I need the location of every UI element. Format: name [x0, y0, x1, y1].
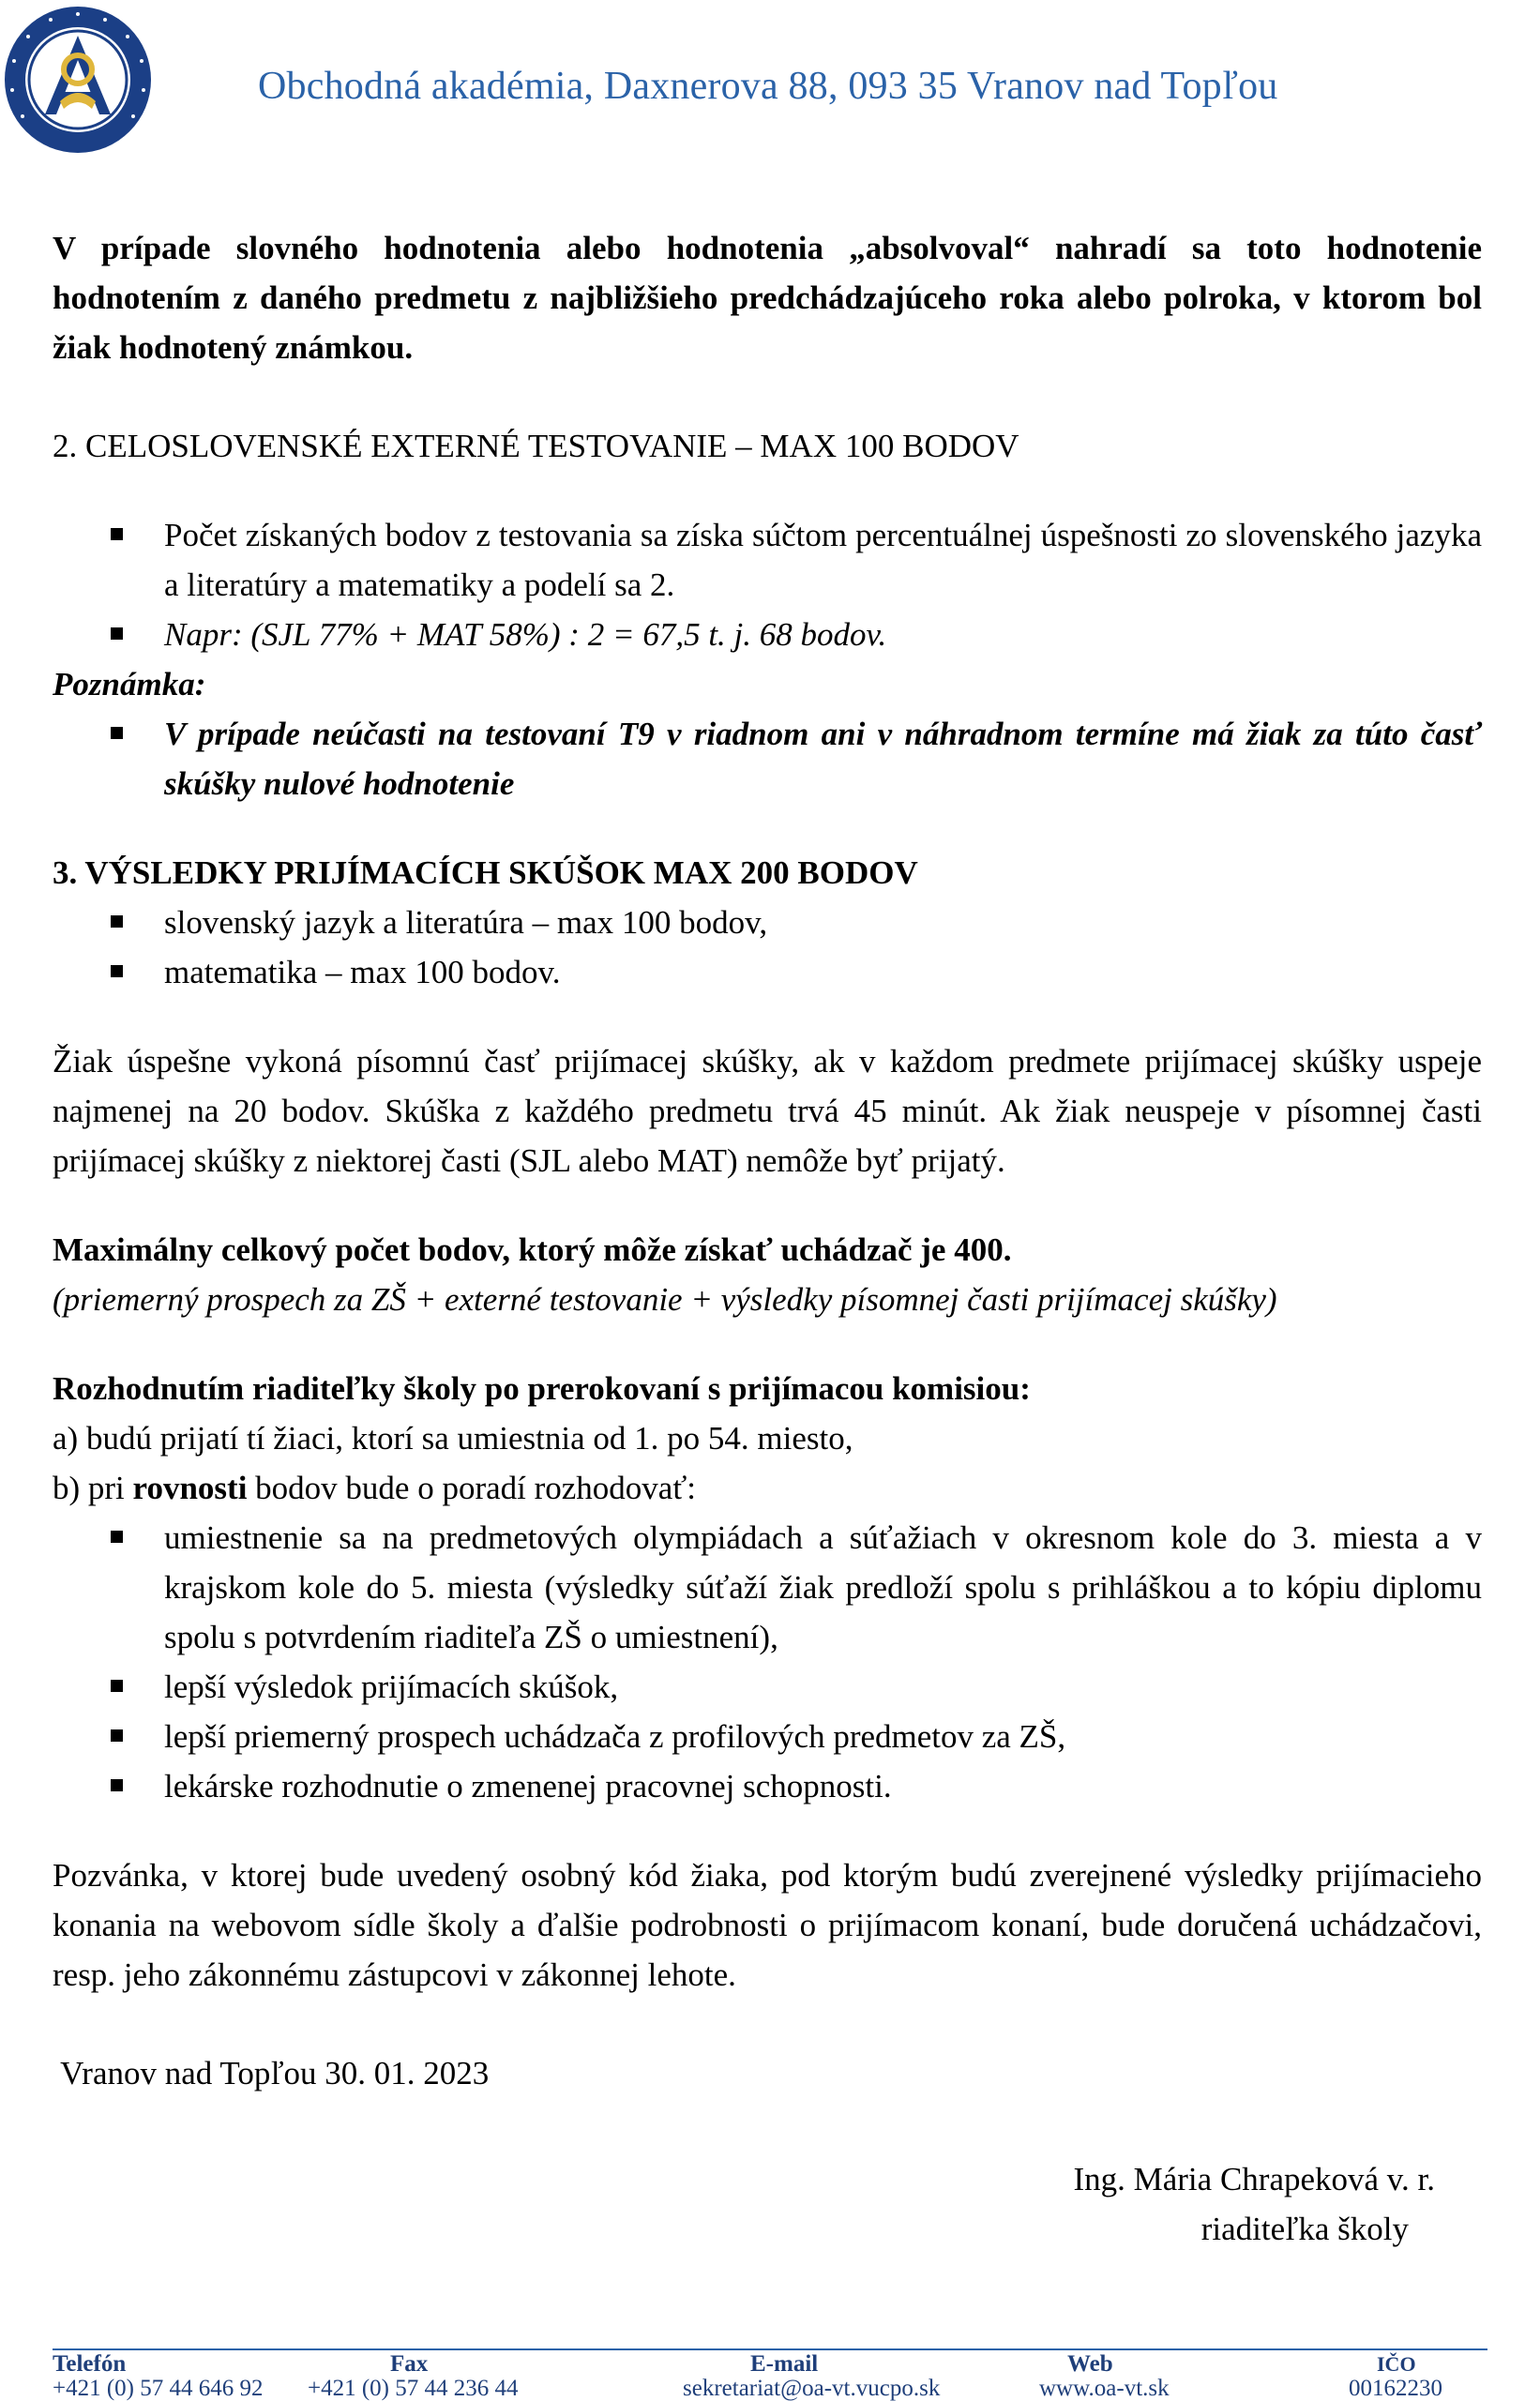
list-item: V prípade neúčasti na testovaní T9 v riadnom ani v náhradnom termíne má žiak za túto časť skúšky nulové hodnotenie — [53, 709, 1482, 808]
footer-phone: Telefón +421 (0) 57 44 646 92 — [53, 2351, 264, 2401]
list-item: umiestnenie sa na predmetových olympiádach a súťažiach v okresnom kole do 3. miesta a v krajskom kole do 5. miesta (výsledky súťaží žiak predloží spolu s prihláškou a to kópiu diplomu spolu s potvrdením riaditeľa ZŠ o umiestnení), — [53, 1513, 1482, 1662]
list-item: Počet získaných bodov z testovania sa získa súčtom percentuálnej úspešnosti zo slovenského jazyka a literatúry a matematiky a podelí sa 2. — [53, 510, 1482, 610]
section-3-heading: 3. VÝSLEDKY PRIJÍMACÍCH SKÚŠOK MAX 200 BODOV — [53, 854, 918, 891]
footer-web: Web www.oa-vt.sk — [1039, 2351, 1170, 2401]
list-item: lekárske rozhodnutie o zmenenej pracovnej schopnosti. — [53, 1761, 1482, 1811]
decision-heading: Rozhodnutím riaditeľky školy po prerokovaní s prijímacou komisiou: — [53, 1370, 1031, 1407]
signature-role: riaditeľka školy — [1200, 2211, 1409, 2247]
invitation-paragraph: Pozvánka, v ktorej bude uvedený osobný kód žiaka, pod ktorým budú zverejnené výsledky prijímacieho konania na webovom sídle školy a ďalšie podrobnosti o prijímacom konaní, bude doručená uchádzačovi, resp. jeho zákonnému zástupcovi v zákonnej lehote. — [53, 1857, 1482, 1993]
list-item: slovenský jazyk a literatúra – max 100 bodov, — [53, 898, 1482, 947]
school-logo-emblem — [2, 4, 154, 156]
list-item: matematika – max 100 bodov. — [53, 947, 1482, 997]
footer-contacts — [53, 2352, 1487, 2399]
square-bullet-icon — [111, 727, 123, 739]
list-item: Napr: (SJL 77% + MAT 58%) : 2 = 67,5 t. j. 68 bodov. — [53, 610, 1482, 659]
list-item: lepší výsledok prijímacích skúšok, — [53, 1662, 1482, 1712]
square-bullet-icon — [111, 627, 123, 640]
note-label: Poznámka: — [53, 666, 206, 702]
note-bullets — [53, 709, 1482, 808]
square-bullet-icon — [111, 1779, 123, 1791]
decision-item-a: a) budú prijatí tí žiaci, ktorí sa umiestnia od 1. po 54. miesto, — [53, 1420, 853, 1457]
section-3-bullets — [53, 898, 1482, 997]
footer-divider — [53, 2348, 1487, 2350]
intro-paragraph: V prípade slovného hodnotenia alebo hodnotenia „absolvoval“ nahradí sa toto hodnotenie hodnotením z daného predmetu z najbližšieho predchádzajúceho roka alebo polroka, v ktorom bol žiak hodnotený známkou. — [53, 230, 1482, 366]
written-part-paragraph: Žiak úspešne vykoná písomnú časť prijímacej skúšky, ak v každom predmete prijímacej skúšky uspeje najmenej na 20 bodov. Skúška z každého predmetu trvá 45 minút. Ak žiak neuspeje v písomnej časti prijímacej skúšky z niektorej časti (SJL alebo MAT) nemôže byť prijatý. — [53, 1043, 1482, 1179]
section-2-heading: 2. CELOSLOVENSKÉ EXTERNÉ TESTOVANIE – MAX 100 BODOV — [53, 428, 1019, 464]
footer-fax: Fax +421 (0) 57 44 236 44 — [308, 2351, 519, 2401]
document-body — [53, 223, 1482, 2254]
square-bullet-icon — [111, 1680, 123, 1692]
section-2-bullets — [53, 510, 1482, 659]
email-link[interactable]: sekretariat@oa-vt.vucpo.sk — [683, 2376, 941, 2401]
square-bullet-icon — [111, 528, 123, 540]
footer-email: E-mail sekretariat@oa-vt.vucpo.sk — [683, 2351, 941, 2401]
square-bullet-icon — [111, 1531, 123, 1543]
square-bullet-icon — [111, 915, 123, 928]
footer-ico: IČO 00162230 — [1349, 2352, 1442, 2401]
max-total-points: Maximálny celkový počet bodov, ktorý môže získať uchádzač je 400. — [53, 1231, 1012, 1268]
signature-name: Ing. Mária Chrapeková v. r. — [1073, 2161, 1435, 2197]
school-name-header: Obchodná akadémia, Daxnerova 88, 093 35 Vranov nad Topľou — [258, 65, 1278, 108]
place-and-date: Vranov nad Topľou 30. 01. 2023 — [53, 2055, 490, 2091]
max-total-note: (priemerný prospech za ZŠ + externé testovanie + výsledky písomnej časti prijímacej skúšky) — [53, 1281, 1277, 1318]
web-link[interactable]: www.oa-vt.sk — [1039, 2376, 1170, 2401]
school-logo — [2, 4, 154, 156]
square-bullet-icon — [111, 1729, 123, 1742]
list-item: lepší priemerný prospech uchádzača z profilových predmetov za ZŠ, — [53, 1712, 1482, 1761]
decision-item-b: b) pri rovnosti bodov bude o poradí rozhodovať: — [53, 1470, 697, 1506]
square-bullet-icon — [111, 965, 123, 977]
decision-bullets — [53, 1513, 1482, 1811]
